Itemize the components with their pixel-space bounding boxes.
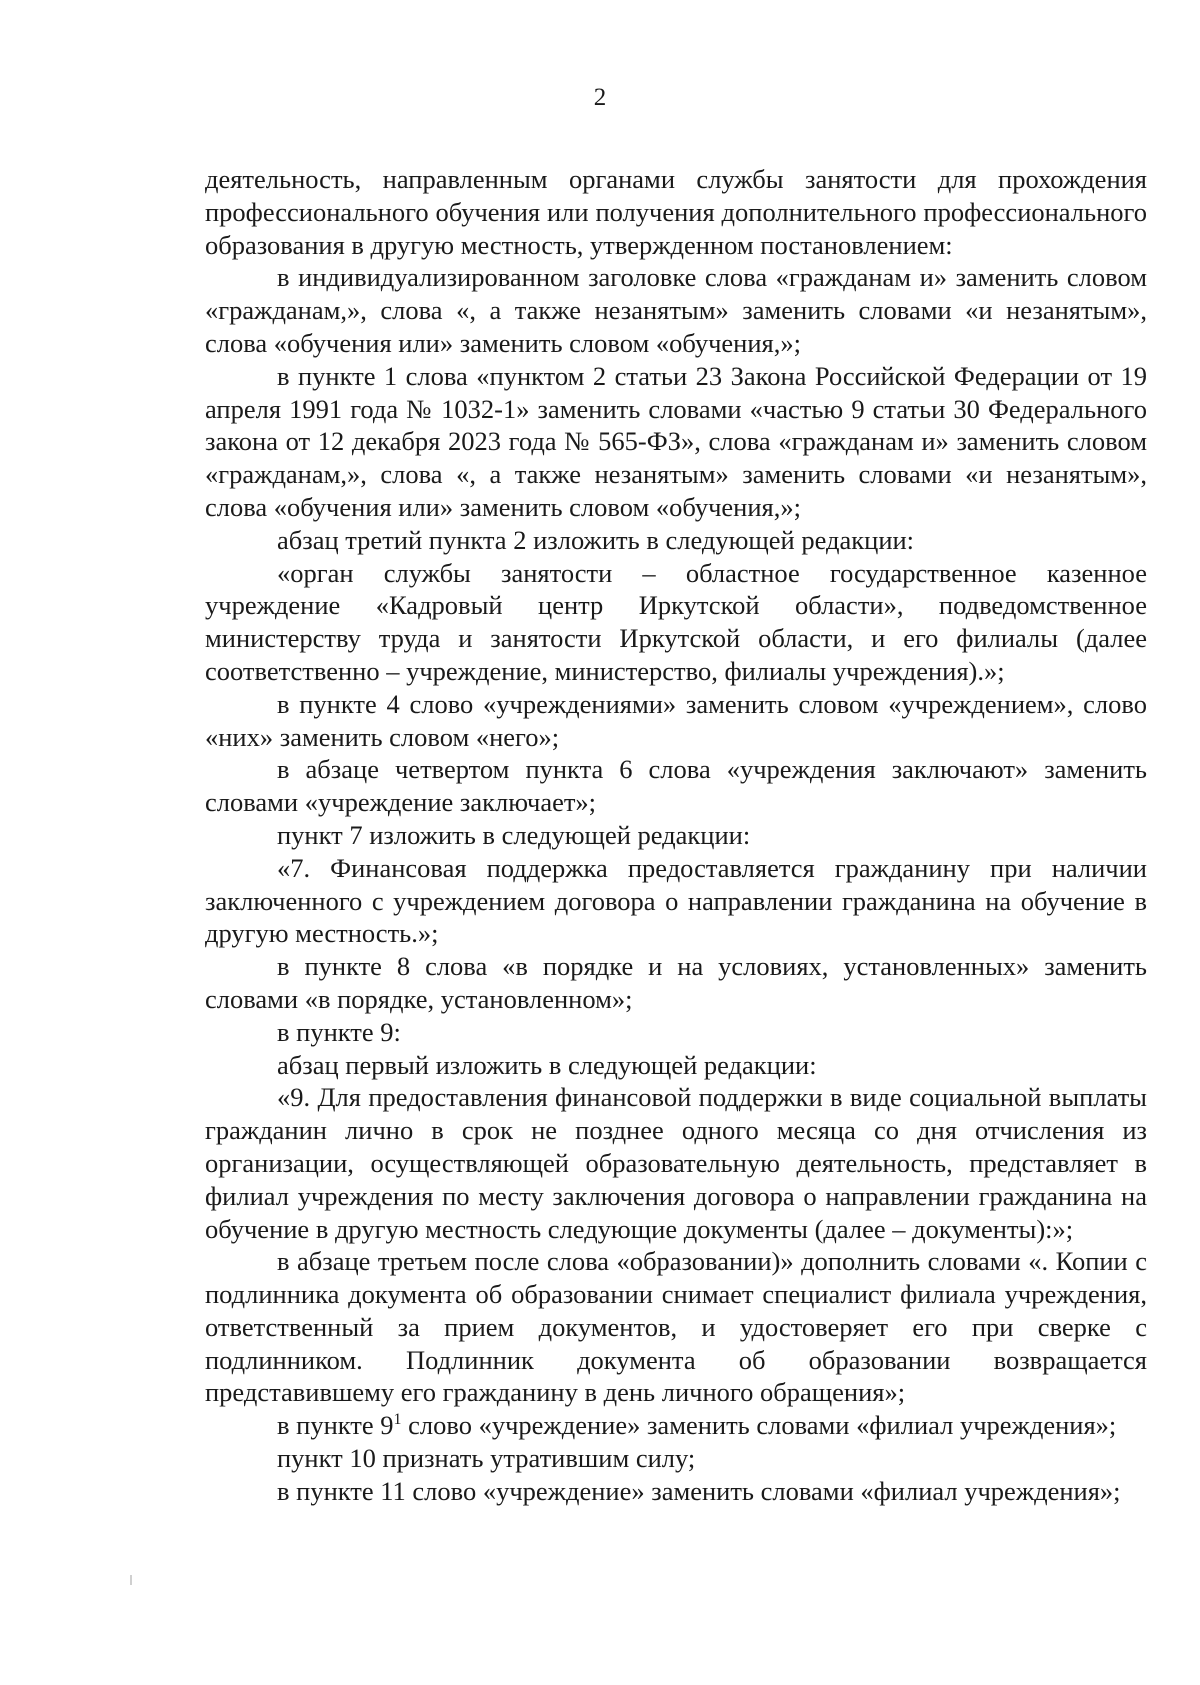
- paragraph-point-7-new-text: «7. Финансовая поддержка предоставляется гражданину при наличии заключенного с учреждением договора о направлении гражданина на обучение в другую местность.»;: [205, 852, 1147, 949]
- paragraph-point-9-new-text: «9. Для предоставления финансовой поддержки в виде социальной выплаты гражданин лично в срок не позднее одного месяца со дня отчисления из организации, осуществляющей образовательную деятельность, представляет в филиал учреждения по месту заключения договора о направлении гражданина на обучение в другую местность следующие документы (далее – документы):»;: [205, 1082, 1147, 1244]
- paragraph-point-8-amendment: в пункте 8 слова «в порядке и на условиях, установленных» заменить словами «в порядке, установленном»;: [205, 951, 1147, 1014]
- paragraph-point-11-amendment: в пункте 11 слово «учреждение» заменить словами «филиал учреждения»;: [277, 1475, 1121, 1506]
- document-body: [205, 163, 1147, 1508]
- paragraph-point-6-amendment: в абзаце четвертом пункта 6 слова «учреждения заключают» заменить словами «учреждение заключает»;: [205, 754, 1147, 818]
- page-number: 2: [593, 84, 607, 111]
- paragraph-point-4-amendment: в пункте 4 слово «учреждениями» заменить словом «учреждением», слово «них» заменить словом «него»;: [205, 688, 1147, 752]
- paragraph-point-9-1-before: в пункте 9: [277, 1410, 394, 1441]
- paragraph-point-10-amendment: пункт 10 признать утратившим силу;: [277, 1443, 696, 1474]
- paragraph-continuation: деятельность, направленным органами службы занятости для прохождения профессионального обучения или получения дополнительного профессионального образования в другую местность, утвержденном постановлением:: [205, 164, 1147, 260]
- paragraph-point-9-third-abzac-amendment: в абзаце третьем после слова «образовании)» дополнить словами «. Копии с подлинника документа об образовании снимает специалист филиала учреждения, ответственный за прием документов, и удостоверяет его при сверке с подлинником. Подлинник документа об образовании возвращается представившему его гражданину в день личного обращения»;: [205, 1246, 1147, 1408]
- paragraph-point-9-heading: в пункте 9:: [277, 1016, 401, 1047]
- paragraph-point-9-1-superscript: 1: [393, 1411, 402, 1429]
- scan-artifact: [130, 1575, 132, 1585]
- paragraph-point-9-1-after: слово «учреждение» заменить словами «филиал учреждения»;: [401, 1410, 1117, 1441]
- paragraph-point-2-intro: абзац третий пункта 2 изложить в следующей редакции:: [277, 524, 915, 555]
- paragraph-title-amendment: в индивидуализированном заголовке слова «гражданам и» заменить словом «гражданам,», слова «, а также незанятым» заменить словами «и незанятым», слова «обучения или» заменить словом «обучения,»;: [205, 262, 1147, 358]
- paragraph-point-1-amendment: в пункте 1 слова «пунктом 2 статьи 23 Закона Российской Федерации от 19 апреля 1991 года № 1032-1» заменить словами «частью 9 статьи 30 Федерального закона от 12 декабря 2023 года № 565-ФЗ», слова «гражданам и» заменить словом «гражданам,», слова «, а также незанятым» заменить словами «и незанятым», слова «обучения или» заменить словом «обучения,»;: [205, 360, 1147, 522]
- paragraph-point-9-1-amendment: [205, 1409, 1147, 1442]
- paragraph-point-2-new-text: «орган службы занятости – областное государственное казенное учреждение «Кадровый центр Иркутской области», подведомственное министерству труда и занятости Иркутской области, и его филиалы (далее соответственно – учреждение, министерство, филиалы учреждения).»;: [205, 557, 1147, 686]
- paragraph-point-7-intro: пункт 7 изложить в следующей редакции:: [277, 819, 751, 850]
- paragraph-point-9-first-abzac-intro: абзац первый изложить в следующей редакции:: [277, 1049, 817, 1080]
